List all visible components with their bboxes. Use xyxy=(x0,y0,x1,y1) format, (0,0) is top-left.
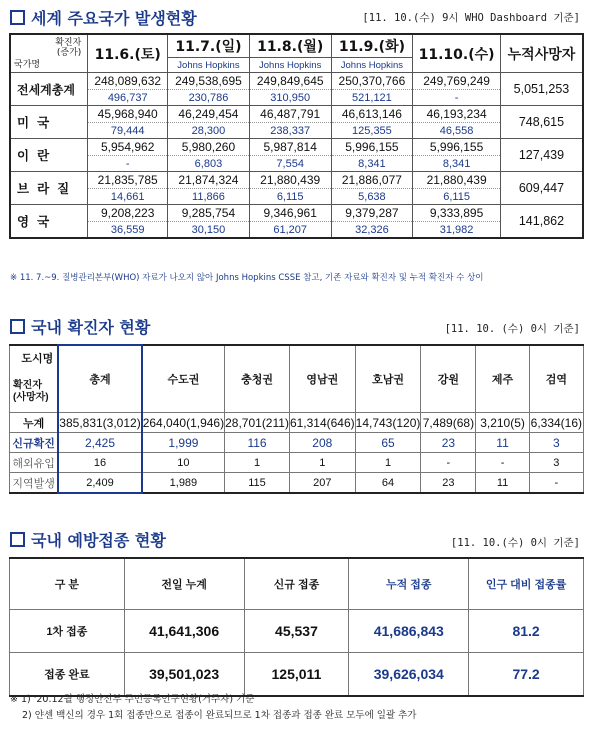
data-cell: 39,626,034 xyxy=(349,653,469,697)
row-label: 1차 접종 xyxy=(10,610,125,653)
data-cell: 16 xyxy=(58,453,141,473)
new-cases-cell: 11,866 xyxy=(168,189,250,205)
domestic-cases-table xyxy=(9,344,584,494)
table-row xyxy=(10,413,584,433)
date-header: 11.10.(수) xyxy=(413,34,501,73)
column-header: 강원 xyxy=(421,345,476,413)
date-header: 11.7.(일) xyxy=(168,34,250,58)
new-cases-cell: 8,341 xyxy=(331,156,413,172)
data-cell: 207 xyxy=(289,473,355,494)
section3-note: [11. 10.(수) 0시 기준] xyxy=(450,537,580,549)
deaths-cell: 127,439 xyxy=(500,139,583,172)
table-row xyxy=(10,433,584,453)
row-label: 누계 xyxy=(10,413,59,433)
cumulative-cases-cell: 9,285,754 xyxy=(168,205,250,222)
new-cases-cell: 8,341 xyxy=(413,156,501,172)
source-label: Johns Hopkins xyxy=(249,58,331,73)
corner-bottom: 확진자 (사망자) xyxy=(13,380,49,403)
new-cases-cell: 28,300 xyxy=(168,123,250,139)
section1-note: [11. 10.(수) 9시 WHO Dashboard 기준] xyxy=(362,12,580,24)
new-cases-cell: 238,337 xyxy=(249,123,331,139)
new-cases-cell: 14,661 xyxy=(88,189,168,205)
cumulative-cases-cell: 46,487,791 xyxy=(249,106,331,123)
data-cell: 39,501,023 xyxy=(124,653,244,697)
new-cases-cell: 30,150 xyxy=(168,222,250,239)
new-cases-cell: 6,115 xyxy=(249,189,331,205)
table-row xyxy=(10,473,584,494)
new-cases-cell: - xyxy=(413,90,501,106)
new-cases-cell: 5,638 xyxy=(331,189,413,205)
table-row xyxy=(10,453,584,473)
section3-title: 국내 예방접종 현황 xyxy=(10,528,166,551)
corner-top: 확진자 xyxy=(55,38,82,48)
new-cases-cell: 496,737 xyxy=(88,90,168,106)
data-cell: 2,409 xyxy=(58,473,141,494)
corner-bottom: 국가명 xyxy=(14,60,41,70)
cumulative-cases-cell: 5,987,814 xyxy=(249,139,331,156)
column-header: 제주 xyxy=(476,345,529,413)
column-header: 영남권 xyxy=(289,345,355,413)
data-cell: 115 xyxy=(225,473,290,494)
data-cell: 11 xyxy=(476,473,529,494)
source-label: Johns Hopkins xyxy=(331,58,413,73)
cumulative-cases-cell: 9,333,895 xyxy=(413,205,501,222)
new-cases-cell: 521,121 xyxy=(331,90,413,106)
new-cases-cell: 61,207 xyxy=(249,222,331,239)
corner-top: 도시명 xyxy=(21,353,54,365)
data-cell: 1 xyxy=(289,453,355,473)
column-header: 구 분 xyxy=(10,558,125,610)
country-name: 전세계총계 xyxy=(10,73,88,106)
cumulative-cases-cell: 5,996,155 xyxy=(413,139,501,156)
section2-title: 국내 확진자 현황 xyxy=(10,315,150,338)
cumulative-cases-cell: 45,968,940 xyxy=(88,106,168,123)
deaths-cell: 141,862 xyxy=(500,205,583,239)
data-cell: 41,641,306 xyxy=(124,610,244,653)
cumulative-cases-cell: 249,769,249 xyxy=(413,73,501,90)
country-name: 영국 xyxy=(10,205,88,239)
new-cases-cell: 6,803 xyxy=(168,156,250,172)
data-cell: - xyxy=(421,453,476,473)
column-header: 호남권 xyxy=(355,345,421,413)
new-cases-cell: 31,982 xyxy=(413,222,501,239)
cumulative-cases-cell: 21,835,785 xyxy=(88,172,168,189)
new-cases-cell: 6,115 xyxy=(413,189,501,205)
data-cell: - xyxy=(529,473,583,494)
column-header: 충청권 xyxy=(225,345,290,413)
section3-footnote-1: ※ 1) '20.12월 행정안전부 주민등록인구현황(거주자) 기준 xyxy=(10,694,255,705)
new-cases-cell: 32,326 xyxy=(331,222,413,239)
data-cell: 11 xyxy=(476,433,529,453)
country-name: 미국 xyxy=(10,106,88,139)
vaccination-table xyxy=(9,557,584,697)
world-cases-table xyxy=(9,33,584,239)
deaths-cell: 609,447 xyxy=(500,172,583,205)
source-label: Johns Hopkins xyxy=(168,58,250,73)
new-cases-cell: 36,559 xyxy=(88,222,168,239)
cumulative-cases-cell: 9,208,223 xyxy=(88,205,168,222)
deaths-header: 누적사망자 xyxy=(500,34,583,73)
data-cell: 41,686,843 xyxy=(349,610,469,653)
section3-footnote-2: 2) 얀센 백신의 경우 1회 접종만으로 접종이 완료되므로 1차 접종과 접종 완료 모두에 일괄 추가 xyxy=(22,710,417,721)
cumulative-cases-cell: 5,954,962 xyxy=(88,139,168,156)
cumulative-cases-cell: 5,996,155 xyxy=(331,139,413,156)
cumulative-cases-cell: 21,880,439 xyxy=(413,172,501,189)
data-cell: 3 xyxy=(529,433,583,453)
row-label: 해외유입 xyxy=(10,453,59,473)
data-cell: 264,040(1,946) xyxy=(142,413,225,433)
corner-mid: (증가) xyxy=(56,48,82,58)
new-cases-cell: - xyxy=(88,156,168,172)
row-label: 접종 완료 xyxy=(10,653,125,697)
table-row xyxy=(10,139,583,156)
table-row xyxy=(10,610,584,653)
data-cell: 65 xyxy=(355,433,421,453)
cumulative-cases-cell: 5,980,260 xyxy=(168,139,250,156)
cumulative-cases-cell: 9,346,961 xyxy=(249,205,331,222)
data-cell: 61,314(646) xyxy=(289,413,355,433)
data-cell: 6,334(16) xyxy=(529,413,583,433)
table-corner xyxy=(10,34,88,73)
data-cell: 116 xyxy=(225,433,290,453)
data-cell: 1,999 xyxy=(142,433,225,453)
cumulative-cases-cell: 248,089,632 xyxy=(88,73,168,90)
table-row xyxy=(10,222,583,239)
cumulative-cases-cell: 21,886,077 xyxy=(331,172,413,189)
data-cell: 23 xyxy=(421,433,476,453)
data-cell: 45,537 xyxy=(244,610,349,653)
section2-note: [11. 10. (수) 0시 기준] xyxy=(444,323,580,335)
data-cell: 23 xyxy=(421,473,476,494)
section1-title: 세계 주요국가 발생현황 xyxy=(10,6,197,29)
new-cases-cell: 230,786 xyxy=(168,90,250,106)
data-cell: 125,011 xyxy=(244,653,349,697)
new-cases-cell: 46,558 xyxy=(413,123,501,139)
data-cell: 3,210(5) xyxy=(476,413,529,433)
deaths-cell: 5,051,253 xyxy=(500,73,583,106)
cumulative-cases-cell: 21,880,439 xyxy=(249,172,331,189)
new-cases-cell: 125,355 xyxy=(331,123,413,139)
data-cell: 1 xyxy=(225,453,290,473)
cumulative-cases-cell: 249,538,695 xyxy=(168,73,250,90)
cumulative-cases-cell: 21,874,324 xyxy=(168,172,250,189)
table-row xyxy=(10,106,583,123)
column-header: 전일 누계 xyxy=(124,558,244,610)
new-cases-cell: 79,444 xyxy=(88,123,168,139)
data-cell: 64 xyxy=(355,473,421,494)
date-header: 11.6.(토) xyxy=(88,34,168,73)
data-cell: 14,743(120) xyxy=(355,413,421,433)
checkbox-square-icon xyxy=(10,532,25,547)
data-cell: 2,425 xyxy=(58,433,141,453)
data-cell: 77.2 xyxy=(469,653,584,697)
row-label: 지역발생 xyxy=(10,473,59,494)
table-corner xyxy=(10,345,59,413)
date-header: 11.8.(월) xyxy=(249,34,331,58)
row-label: 신규확진 xyxy=(10,433,59,453)
column-header: 신규 접종 xyxy=(244,558,349,610)
table-row xyxy=(10,653,584,697)
table-row xyxy=(10,123,583,139)
data-cell: 28,701(211) xyxy=(225,413,290,433)
cumulative-cases-cell: 46,613,146 xyxy=(331,106,413,123)
table-row xyxy=(10,172,583,189)
new-cases-cell: 310,950 xyxy=(249,90,331,106)
column-header: 총계 xyxy=(58,345,141,413)
deaths-cell: 748,615 xyxy=(500,106,583,139)
cumulative-cases-cell: 46,193,234 xyxy=(413,106,501,123)
country-name: 이란 xyxy=(10,139,88,172)
data-cell: - xyxy=(476,453,529,473)
date-header: 11.9.(화) xyxy=(331,34,413,58)
column-header: 검역 xyxy=(529,345,583,413)
data-cell: 1,989 xyxy=(142,473,225,494)
cumulative-cases-cell: 249,849,645 xyxy=(249,73,331,90)
section1-footnote: ※ 11. 7.~9. 질병관리본부(WHO) 자료가 나오지 않아 Johns Hopkins CSSE 참고, 기존 자료와 확진자 및 누적 확진자 수 상이 xyxy=(10,273,484,283)
data-cell: 10 xyxy=(142,453,225,473)
data-cell: 208 xyxy=(289,433,355,453)
data-cell: 81.2 xyxy=(469,610,584,653)
table-row xyxy=(10,90,583,106)
table-row xyxy=(10,189,583,205)
data-cell: 385,831(3,012) xyxy=(58,413,141,433)
cumulative-cases-cell: 9,379,287 xyxy=(331,205,413,222)
data-cell: 3 xyxy=(529,453,583,473)
checkbox-square-icon xyxy=(10,319,25,334)
table-row xyxy=(10,156,583,172)
column-header: 수도권 xyxy=(142,345,225,413)
data-cell: 1 xyxy=(355,453,421,473)
column-header: 누적 접종 xyxy=(349,558,469,610)
cumulative-cases-cell: 46,249,454 xyxy=(168,106,250,123)
table-row xyxy=(10,205,583,222)
cumulative-cases-cell: 250,370,766 xyxy=(331,73,413,90)
table-row xyxy=(10,73,583,90)
country-name: 브라질 xyxy=(10,172,88,205)
data-cell: 7,489(68) xyxy=(421,413,476,433)
column-header: 인구 대비 접종률 xyxy=(469,558,584,610)
new-cases-cell: 7,554 xyxy=(249,156,331,172)
checkbox-square-icon xyxy=(10,10,25,25)
